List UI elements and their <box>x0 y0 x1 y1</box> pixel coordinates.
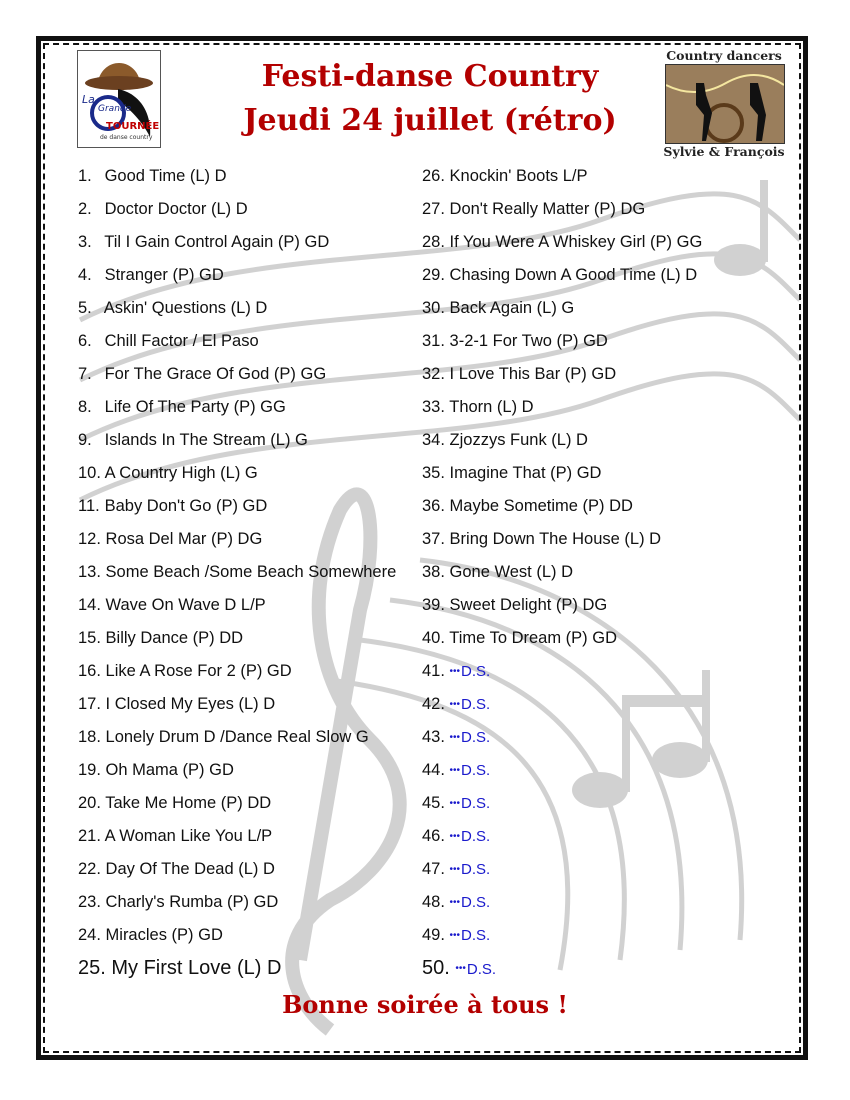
list-item <box>78 358 423 391</box>
list-item <box>78 391 423 424</box>
list-item <box>422 160 802 193</box>
list-item <box>78 886 423 919</box>
list-item <box>78 655 423 688</box>
list-item-number: 27. <box>422 200 445 218</box>
list-item-number: 43. <box>422 728 445 746</box>
list-item <box>422 688 802 721</box>
list-item <box>78 952 423 985</box>
list-item-number: 48. <box>422 893 445 911</box>
list-item-number: 34. <box>422 431 445 449</box>
list-item-number: 22. <box>78 860 101 878</box>
list-item <box>422 919 802 952</box>
list-item-number: 19. <box>78 761 101 779</box>
list-item-number: 37. <box>422 530 445 548</box>
list-item-number: 7. <box>78 365 92 383</box>
song-list-left <box>78 160 423 985</box>
ds-dots-icon: ••• <box>449 699 461 711</box>
list-item <box>78 259 423 292</box>
list-item <box>422 589 802 622</box>
country-dancers-logo <box>663 48 785 158</box>
song-title: D.S. <box>461 927 491 944</box>
list-item-number: 21. <box>78 827 101 845</box>
list-item-number: 46. <box>422 827 445 845</box>
list-item <box>422 754 802 787</box>
list-item-number: 10. <box>78 464 101 482</box>
list-item <box>78 721 423 754</box>
list-item <box>422 325 802 358</box>
list-item-number: 20. <box>78 794 101 812</box>
song-title: D.S. <box>461 828 491 845</box>
list-item <box>422 820 802 853</box>
song-title: If You Were A Whiskey Girl (P) GG <box>449 233 703 251</box>
dancers-silhouette-graphic <box>666 65 784 143</box>
list-item <box>78 820 423 853</box>
list-item <box>422 358 802 391</box>
list-item <box>78 853 423 886</box>
song-title: D.S. <box>461 729 491 746</box>
song-title: Imagine That (P) GD <box>449 464 602 482</box>
song-title: Charly's Rumba (P) GD <box>105 893 279 911</box>
list-item <box>422 622 802 655</box>
list-item-number: 40. <box>422 629 445 647</box>
ds-dots-icon: ••• <box>449 831 461 843</box>
list-item-number: 1. <box>78 167 92 185</box>
list-item <box>422 193 802 226</box>
list-item <box>422 259 802 292</box>
list-item-number: 23. <box>78 893 101 911</box>
footer-message: Bonne soirée à tous ! <box>282 990 568 1019</box>
list-item-number: 3. <box>78 233 92 251</box>
song-list-right <box>422 160 802 985</box>
song-title: A Woman Like You L/P <box>104 827 273 845</box>
list-item <box>78 688 423 721</box>
song-title: Like A Rose For 2 (P) GD <box>105 662 292 680</box>
ds-dots-icon: ••• <box>449 930 461 942</box>
list-item-number: 39. <box>422 596 445 614</box>
logo-word-la: La <box>82 93 95 106</box>
list-item-number: 9. <box>78 431 92 449</box>
title-line-2: Jeudi 24 juillet (rétro) <box>243 103 617 138</box>
song-title: Oh Mama (P) GD <box>105 761 234 779</box>
song-title: Rosa Del Mar (P) DG <box>105 530 263 548</box>
list-item <box>422 424 802 457</box>
list-item <box>422 391 802 424</box>
list-item-number: 26. <box>422 167 445 185</box>
list-item <box>422 457 802 490</box>
list-item <box>422 886 802 919</box>
list-item-number: 5. <box>78 299 92 317</box>
list-item <box>78 457 423 490</box>
song-title: Baby Don't Go (P) GD <box>104 497 268 515</box>
list-item <box>78 556 423 589</box>
logo-word-tournee: TOURNÉE <box>106 121 160 132</box>
song-title: Doctor Doctor (L) D <box>104 200 248 218</box>
cowboy-hat-logo-graphic <box>78 51 160 147</box>
song-title: Wave On Wave D L/P <box>105 596 266 614</box>
list-item-number: 29. <box>422 266 445 284</box>
list-item <box>78 490 423 523</box>
song-title: Sweet Delight (P) DG <box>449 596 608 614</box>
title-line-1: Festi-danse Country <box>261 59 599 94</box>
song-title: Chasing Down A Good Time (L) D <box>449 266 698 284</box>
song-title: Gone West (L) D <box>449 563 574 581</box>
list-item-number: 33. <box>422 398 445 416</box>
list-item-number: 14. <box>78 596 101 614</box>
list-item <box>422 292 802 325</box>
song-title: My First Love (L) D <box>111 957 282 979</box>
ds-dots-icon: ••• <box>449 897 461 909</box>
song-title: Askin' Questions (L) D <box>103 299 268 317</box>
song-title: Back Again (L) G <box>449 299 575 317</box>
song-title: Lonely Drum D /Dance Real Slow G <box>105 728 369 746</box>
song-title: D.S. <box>461 861 491 878</box>
list-item-number: 24. <box>78 926 101 944</box>
song-title: Thorn (L) D <box>449 398 534 416</box>
song-title: D.S. <box>461 795 491 812</box>
logo-word-subtitle: de danse country <box>100 134 153 141</box>
list-item <box>78 325 423 358</box>
list-item <box>422 721 802 754</box>
list-item <box>78 589 423 622</box>
ds-dots-icon: ••• <box>455 963 466 975</box>
song-title: D.S. <box>461 894 491 911</box>
list-item-number: 25. <box>78 957 106 979</box>
list-item-number: 47. <box>422 860 445 878</box>
song-title: 3-2-1 For Two (P) GD <box>449 332 608 350</box>
list-item-number: 4. <box>78 266 92 284</box>
song-title: Time To Dream (P) GD <box>449 629 618 647</box>
ds-dots-icon: ••• <box>449 864 461 876</box>
list-item-number: 18. <box>78 728 101 746</box>
list-item-number: 13. <box>78 563 101 581</box>
page-title <box>180 55 680 143</box>
list-item-number: 41. <box>422 662 445 680</box>
song-title: Miracles (P) GD <box>105 926 223 944</box>
list-item <box>422 523 802 556</box>
list-item-number: 36. <box>422 497 445 515</box>
list-item <box>78 424 423 457</box>
song-title: D.S. <box>466 961 497 978</box>
song-title: Stranger (P) GD <box>104 266 224 284</box>
list-item-number: 32. <box>422 365 445 383</box>
list-item-number: 6. <box>78 332 92 350</box>
list-item-number: 49. <box>422 926 445 944</box>
list-item-number: 2. <box>78 200 92 218</box>
song-title: Take Me Home (P) DD <box>105 794 272 812</box>
list-item <box>422 655 802 688</box>
ds-dots-icon: ••• <box>449 765 461 777</box>
la-grande-tournee-logo <box>77 50 161 148</box>
list-item <box>422 787 802 820</box>
list-item-number: 50. <box>422 957 450 979</box>
list-item <box>78 919 423 952</box>
list-item <box>78 193 423 226</box>
logo-word-grande: Grande <box>98 104 132 114</box>
list-item <box>78 226 423 259</box>
song-title: I Love This Bar (P) GD <box>449 365 617 383</box>
song-title: D.S. <box>461 663 491 680</box>
list-item-number: 16. <box>78 662 101 680</box>
song-title: Til I Gain Control Again (P) GD <box>104 233 330 251</box>
list-item-number: 45. <box>422 794 445 812</box>
ds-dots-icon: ••• <box>449 798 461 810</box>
song-title: D.S. <box>461 696 491 713</box>
list-item-number: 31. <box>422 332 445 350</box>
list-item <box>422 952 802 985</box>
list-item <box>78 160 423 193</box>
list-item <box>78 523 423 556</box>
song-title: Life Of The Party (P) GG <box>104 398 286 416</box>
song-title: Islands In The Stream (L) G <box>104 431 308 449</box>
list-item-number: 44. <box>422 761 445 779</box>
list-item-number: 11. <box>78 497 100 515</box>
song-title: Zjozzys Funk (L) D <box>449 431 588 449</box>
song-title: Knockin' Boots L/P <box>449 167 588 185</box>
list-item <box>422 226 802 259</box>
list-item-number: 42. <box>422 695 445 713</box>
list-item-number: 17. <box>78 695 101 713</box>
song-title: Good Time (L) D <box>104 167 227 185</box>
song-title: Day Of The Dead (L) D <box>105 860 275 878</box>
list-item-number: 28. <box>422 233 445 251</box>
song-title: Bring Down The House (L) D <box>449 530 662 548</box>
song-title: D.S. <box>461 762 491 779</box>
list-item <box>422 556 802 589</box>
list-item <box>78 292 423 325</box>
song-title: Don't Really Matter (P) DG <box>449 200 646 218</box>
list-item-number: 8. <box>78 398 92 416</box>
song-title: I Closed My Eyes (L) D <box>105 695 276 713</box>
list-item-number: 35. <box>422 464 445 482</box>
list-item-number: 38. <box>422 563 445 581</box>
song-title: Chill Factor / El Paso <box>104 332 259 350</box>
list-item-number: 30. <box>422 299 445 317</box>
list-item <box>422 490 802 523</box>
logo-caption-top: Country dancers <box>666 48 782 63</box>
list-item <box>422 853 802 886</box>
song-title: Some Beach /Some Beach Somewhere <box>105 563 397 581</box>
dancers-photo <box>665 64 785 144</box>
song-title: A Country High (L) G <box>104 464 258 482</box>
list-item-number: 12. <box>78 530 101 548</box>
list-item <box>78 787 423 820</box>
ds-dots-icon: ••• <box>449 666 461 678</box>
logo-caption-bottom: Sylvie & François <box>663 144 785 159</box>
list-item-number: 15. <box>78 629 101 647</box>
song-title: Billy Dance (P) DD <box>105 629 244 647</box>
list-item <box>78 754 423 787</box>
ds-dots-icon: ••• <box>449 732 461 744</box>
song-title: Maybe Sometime (P) DD <box>449 497 633 515</box>
song-title: For The Grace Of God (P) GG <box>104 365 327 383</box>
list-item <box>78 622 423 655</box>
